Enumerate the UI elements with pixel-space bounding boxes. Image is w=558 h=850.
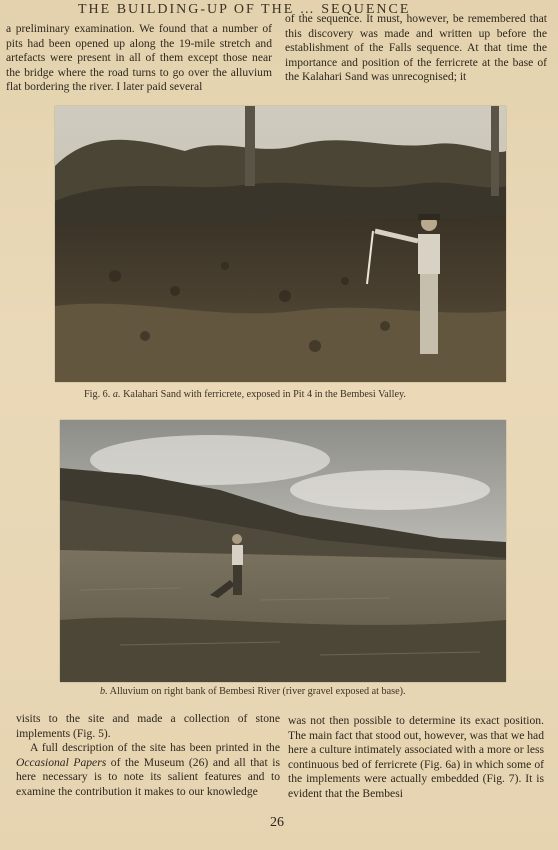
text-column-bottom-right (288, 714, 544, 802)
paragraph-bottom-left-1: visits to the site and made a collection of stone implements (Fig. 5). (16, 712, 280, 740)
photo-bembesi-alluvium (60, 420, 506, 682)
running-head: THE BUILDING-UP OF THE … SEQUENCE (78, 2, 411, 17)
publication-title: Occasional Papers (16, 755, 107, 769)
paragraph-bottom-left-2 (16, 741, 280, 799)
text-column-top-left (6, 22, 272, 95)
paragraph-top-right: of the sequence. It must, however, be remembered that this discovery was made and written up before the establishment of the Falls sequence. At that time the importance and position of the ferricrete at the base of the Kalahari Sand was unrecognised; it (285, 12, 547, 84)
figure-caption-text: Kalahari Sand with ferricrete, exposed in Pit 4 in the Bembesi Valley. (123, 389, 406, 400)
figure-number: Fig. 6. (84, 389, 111, 400)
text-column-top-right (285, 12, 547, 85)
figure-caption-b (100, 686, 406, 697)
page-number: 26 (270, 815, 284, 830)
paragraph-top-left: a preliminary examination. We found that a number of pits had been opened up along the 19-mile stretch and artefacts were present in all of them except those near the bridge where the road turns to go over the alluvium flat bordering the river. I later paid several (6, 22, 272, 94)
figure-letter: b. (100, 686, 108, 697)
paragraph-text: A full description of the site has been printed in the (30, 741, 280, 755)
paragraph-text: of the Museum (26) and all that is here necessary is to note its salient features and to examine the contribution it makes to our knowledge (16, 755, 280, 798)
paragraph-bottom-right: was not then possible to determine its exact position. The main fact that stood out, however, was that we had here a culture intimately associated with a more or less continuous bed of ferricrete (Fig. 6a) in which some of the implements were actually embedded (Fig. 7). It is evident that the Bembesi (288, 714, 544, 800)
photo-kalahari-sand-pit (55, 106, 506, 382)
figure-caption-text: Alluvium on right bank of Bembesi River (river gravel exposed at base). (109, 686, 406, 697)
figure-caption-a (84, 389, 406, 400)
text-column-bottom-left (16, 712, 280, 800)
figure-letter: a. (112, 389, 121, 400)
